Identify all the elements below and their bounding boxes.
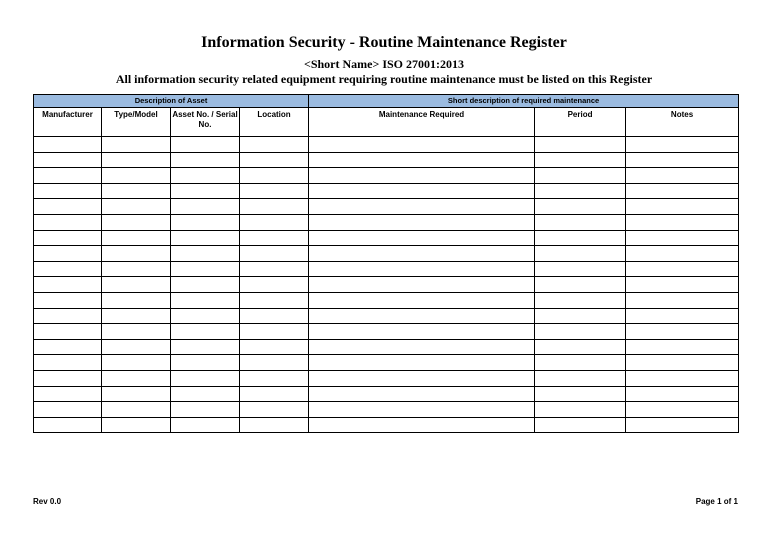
table-row (34, 246, 739, 262)
table-cell[interactable] (626, 386, 739, 402)
table-cell[interactable] (102, 417, 171, 433)
table-cell[interactable] (535, 308, 626, 324)
maintenance-register-table (33, 94, 739, 433)
table-cell[interactable] (535, 324, 626, 340)
table-cell[interactable] (102, 168, 171, 184)
table-cell[interactable] (626, 339, 739, 355)
table-cell[interactable] (240, 230, 309, 246)
table-cell[interactable] (309, 339, 535, 355)
table-cell[interactable] (626, 261, 739, 277)
table-cell[interactable] (34, 292, 102, 308)
table-cell[interactable] (240, 214, 309, 230)
column-header-type-model: Type/Model (102, 108, 171, 137)
table-row (34, 339, 739, 355)
table-cell[interactable] (102, 370, 171, 386)
table-cell[interactable] (240, 183, 309, 199)
table-cell[interactable] (240, 137, 309, 153)
table-cell[interactable] (171, 355, 240, 371)
table-cell[interactable] (309, 277, 535, 293)
table-row (34, 386, 739, 402)
column-header-manufacturer: Manufacturer (34, 108, 102, 137)
table-cell[interactable] (34, 183, 102, 199)
table-cell[interactable] (34, 230, 102, 246)
table-cell[interactable] (102, 292, 171, 308)
document-title: Information Security - Routine Maintenance Register (201, 34, 567, 51)
table-cell[interactable] (171, 277, 240, 293)
table-cell[interactable] (309, 261, 535, 277)
table-cell[interactable] (34, 261, 102, 277)
table-cell[interactable] (102, 339, 171, 355)
table-row (34, 402, 739, 418)
column-header-location: Location (240, 108, 309, 137)
table-cell[interactable] (535, 339, 626, 355)
table-cell[interactable] (102, 308, 171, 324)
table-cell[interactable] (626, 324, 739, 340)
table-row (34, 137, 739, 153)
table-cell[interactable] (309, 370, 535, 386)
table-cell[interactable] (34, 199, 102, 215)
table-cell[interactable] (102, 355, 171, 371)
table-row (34, 261, 739, 277)
table-cell[interactable] (240, 261, 309, 277)
table-row (34, 324, 739, 340)
table-cell[interactable] (535, 417, 626, 433)
table-cell[interactable] (171, 386, 240, 402)
table-cell[interactable] (535, 214, 626, 230)
table-cell[interactable] (171, 183, 240, 199)
table-cell[interactable] (626, 308, 739, 324)
table-row (34, 230, 739, 246)
table-cell[interactable] (626, 214, 739, 230)
table-cell[interactable] (171, 168, 240, 184)
table-cell[interactable] (102, 183, 171, 199)
table-cell[interactable] (309, 417, 535, 433)
table-row (34, 168, 739, 184)
table-row (34, 199, 739, 215)
table-cell[interactable] (240, 152, 309, 168)
table-cell[interactable] (34, 168, 102, 184)
column-header-period: Period (535, 108, 626, 137)
register-body (34, 137, 739, 433)
table-cell[interactable] (171, 214, 240, 230)
table-cell[interactable] (240, 168, 309, 184)
table-cell[interactable] (34, 152, 102, 168)
table-cell[interactable] (34, 386, 102, 402)
table-cell[interactable] (240, 308, 309, 324)
table-cell[interactable] (309, 152, 535, 168)
table-cell[interactable] (309, 355, 535, 371)
table-cell[interactable] (171, 246, 240, 262)
table-cell[interactable] (171, 370, 240, 386)
table-cell[interactable] (626, 417, 739, 433)
table-cell[interactable] (535, 261, 626, 277)
table-cell[interactable] (535, 199, 626, 215)
table-cell[interactable] (171, 261, 240, 277)
table-cell[interactable] (626, 183, 739, 199)
table-cell[interactable] (102, 402, 171, 418)
table-cell[interactable] (102, 277, 171, 293)
table-cell[interactable] (626, 137, 739, 153)
table-cell[interactable] (309, 137, 535, 153)
table-cell[interactable] (309, 324, 535, 340)
table-cell[interactable] (535, 137, 626, 153)
table-row (34, 152, 739, 168)
table-cell[interactable] (309, 183, 535, 199)
table-cell[interactable] (34, 339, 102, 355)
column-header-asset-serial: Asset No. / Serial No. (171, 108, 240, 137)
column-header-row (34, 108, 739, 137)
table-cell[interactable] (102, 230, 171, 246)
table-cell[interactable] (102, 152, 171, 168)
table-cell[interactable] (309, 199, 535, 215)
table-cell[interactable] (34, 137, 102, 153)
table-cell[interactable] (171, 402, 240, 418)
column-header-notes: Notes (626, 108, 739, 137)
table-cell[interactable] (240, 355, 309, 371)
table-cell[interactable] (626, 292, 739, 308)
table-cell[interactable] (34, 277, 102, 293)
table-cell[interactable] (626, 402, 739, 418)
table-cell[interactable] (240, 417, 309, 433)
table-cell[interactable] (535, 246, 626, 262)
revision-label: Rev 0.0 (33, 497, 62, 506)
table-cell[interactable] (535, 183, 626, 199)
table-cell[interactable] (626, 277, 739, 293)
table-cell[interactable] (535, 386, 626, 402)
table-cell[interactable] (34, 214, 102, 230)
table-cell[interactable] (626, 370, 739, 386)
page-number: Page 1 of 1 (695, 497, 738, 506)
table-cell[interactable] (171, 230, 240, 246)
table-cell[interactable] (102, 246, 171, 262)
table-cell[interactable] (309, 214, 535, 230)
table-cell[interactable] (535, 230, 626, 246)
table-cell[interactable] (309, 308, 535, 324)
table-cell[interactable] (171, 199, 240, 215)
table-cell[interactable] (171, 339, 240, 355)
table-cell[interactable] (34, 417, 102, 433)
table-cell[interactable] (102, 324, 171, 340)
table-cell[interactable] (535, 277, 626, 293)
table-cell[interactable] (171, 292, 240, 308)
table-cell[interactable] (240, 277, 309, 293)
table-cell[interactable] (309, 386, 535, 402)
table-row (34, 292, 739, 308)
table-cell[interactable] (34, 370, 102, 386)
table-cell[interactable] (626, 246, 739, 262)
table-cell[interactable] (240, 386, 309, 402)
table-cell[interactable] (309, 402, 535, 418)
table-cell[interactable] (626, 168, 739, 184)
table-cell[interactable] (240, 246, 309, 262)
table-cell[interactable] (34, 308, 102, 324)
table-cell[interactable] (240, 199, 309, 215)
table-cell[interactable] (626, 199, 739, 215)
table-cell[interactable] (34, 402, 102, 418)
table-cell[interactable] (535, 292, 626, 308)
table-cell[interactable] (34, 246, 102, 262)
table-cell[interactable] (34, 324, 102, 340)
group-header-asset: Description of Asset (34, 95, 309, 108)
table-cell[interactable] (171, 308, 240, 324)
table-cell[interactable] (240, 370, 309, 386)
table-cell[interactable] (102, 199, 171, 215)
table-cell[interactable] (309, 246, 535, 262)
table-cell[interactable] (240, 339, 309, 355)
table-cell[interactable] (535, 370, 626, 386)
table-cell[interactable] (309, 168, 535, 184)
document-subtitle: <Short Name> ISO 27001:2013 (303, 57, 464, 71)
table-row (34, 183, 739, 199)
table-cell[interactable] (102, 214, 171, 230)
table-cell[interactable] (102, 137, 171, 153)
table-cell[interactable] (240, 324, 309, 340)
column-header-maintenance-required: Maintenance Required (309, 108, 535, 137)
table-cell[interactable] (535, 355, 626, 371)
table-cell[interactable] (171, 137, 240, 153)
table-cell[interactable] (626, 355, 739, 371)
table-cell[interactable] (240, 402, 309, 418)
table-cell[interactable] (171, 417, 240, 433)
table-cell[interactable] (535, 168, 626, 184)
table-row (34, 370, 739, 386)
table-cell[interactable] (309, 292, 535, 308)
table-row (34, 214, 739, 230)
table-cell[interactable] (240, 292, 309, 308)
table-cell[interactable] (171, 324, 240, 340)
group-header-maintenance: Short description of required maintenance (309, 95, 739, 108)
table-cell[interactable] (102, 261, 171, 277)
table-cell[interactable] (626, 230, 739, 246)
table-cell[interactable] (102, 386, 171, 402)
table-cell[interactable] (626, 152, 739, 168)
table-cell[interactable] (171, 152, 240, 168)
table-row (34, 355, 739, 371)
table-row (34, 308, 739, 324)
table-cell[interactable] (535, 152, 626, 168)
table-row (34, 277, 739, 293)
group-header-row (34, 95, 739, 108)
table-cell[interactable] (34, 355, 102, 371)
table-cell[interactable] (309, 230, 535, 246)
document-instruction: All information security related equipment requiring routine maintenance must be listed on this Register (115, 72, 653, 86)
table-cell[interactable] (535, 402, 626, 418)
table-row (34, 417, 739, 433)
